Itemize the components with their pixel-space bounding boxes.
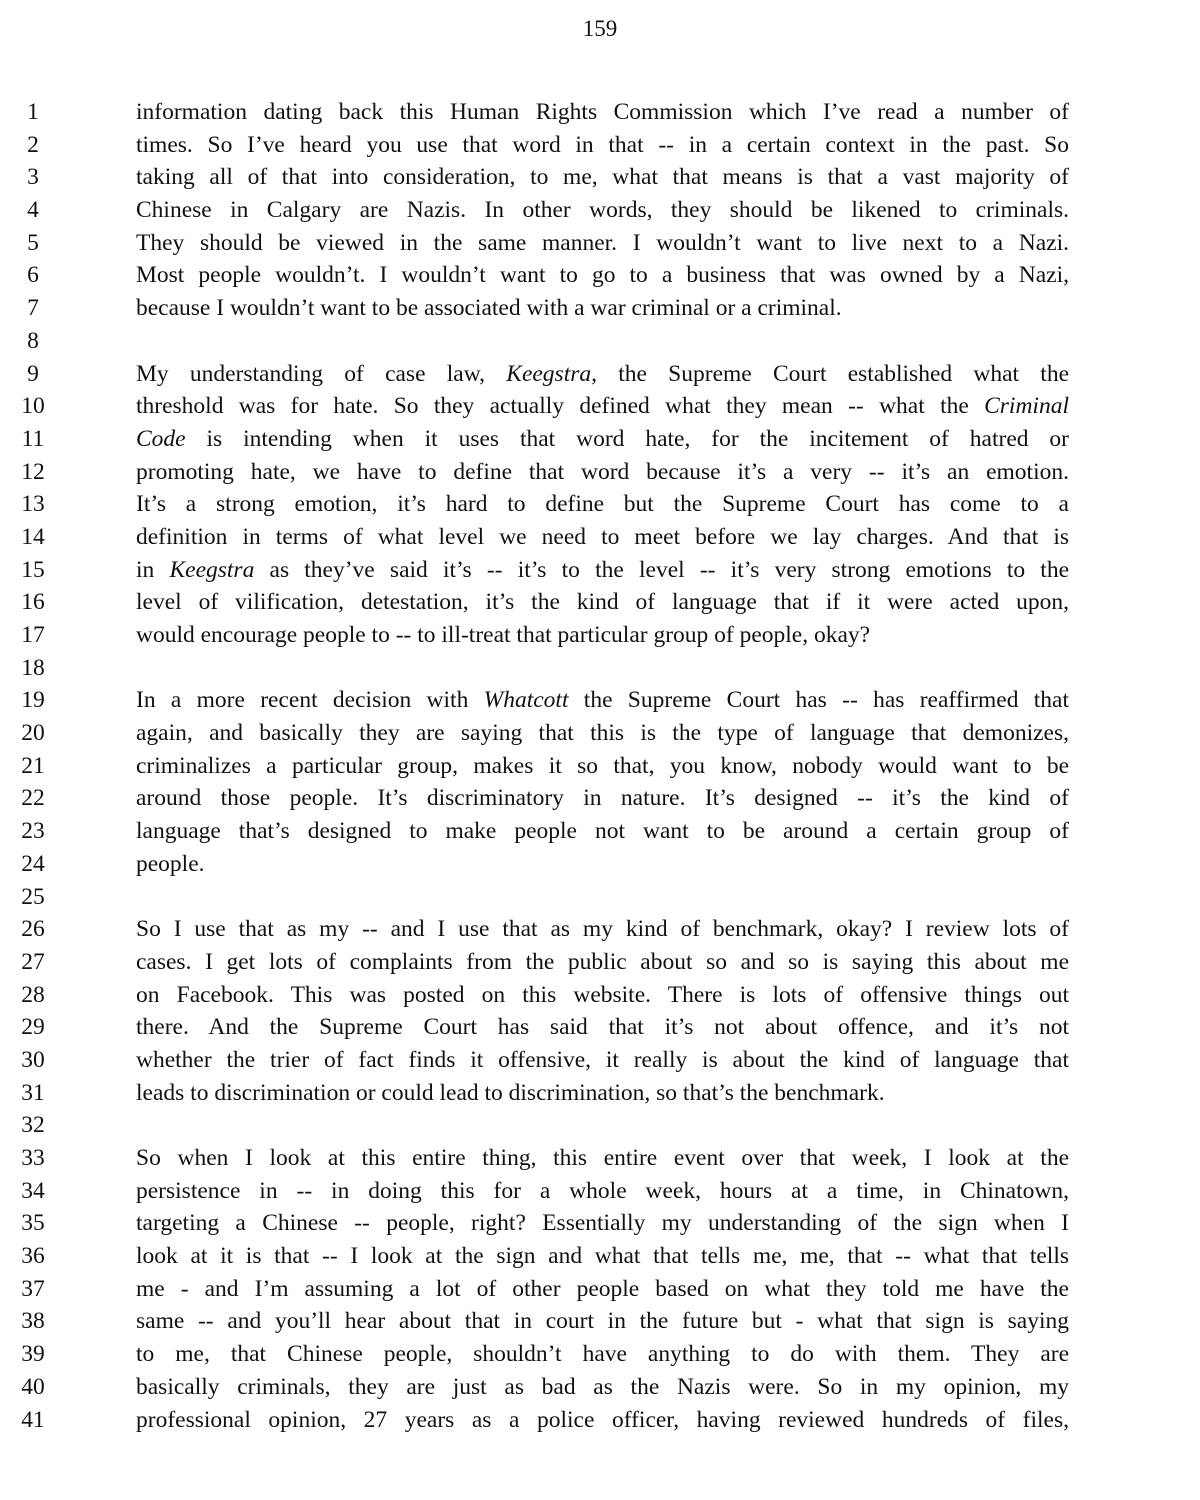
transcript-line xyxy=(0,652,1200,685)
line-number: 24 xyxy=(21,850,45,877)
transcript-line xyxy=(0,1142,1200,1175)
line-text xyxy=(136,1044,1069,1077)
case-citation: Code xyxy=(136,425,186,452)
line-number: 3 xyxy=(27,164,39,191)
transcript-line xyxy=(0,1305,1200,1338)
transcript-line xyxy=(0,358,1200,391)
line-number: 7 xyxy=(27,295,39,322)
line-text xyxy=(136,619,1069,652)
transcript-line xyxy=(0,390,1200,423)
line-number: 29 xyxy=(21,1014,45,1041)
transcript-line xyxy=(0,456,1200,489)
text-segment: Most people wouldn’t. I wouldn’t want to go to a business that was owned by a Nazi, xyxy=(136,262,1069,289)
line-text xyxy=(136,1240,1069,1273)
line-number: 12 xyxy=(21,458,45,485)
transcript-line xyxy=(0,521,1200,554)
text-segment: the Supreme Court has -- has reaffirmed that xyxy=(568,687,1070,714)
line-number: 33 xyxy=(21,1145,45,1171)
transcript-line xyxy=(0,1273,1200,1306)
line-text xyxy=(136,815,1069,848)
line-number: 13 xyxy=(21,491,45,518)
line-number: 5 xyxy=(27,229,39,256)
line-text xyxy=(136,717,1069,750)
text-segment: leads to discrimination or could lead to discrimination, so that’s the benchmark. xyxy=(136,1079,885,1106)
transcript-line xyxy=(0,554,1200,587)
case-citation: Keegstra xyxy=(169,556,255,583)
line-text xyxy=(136,1338,1069,1371)
text-segment: basically criminals, they are just as bad as the Nazis were. So in my opinion, my xyxy=(136,1373,1069,1400)
transcript-line xyxy=(0,259,1200,292)
line-number: 15 xyxy=(21,556,45,583)
line-text xyxy=(136,750,1069,783)
line-number: 38 xyxy=(21,1308,45,1335)
transcript-line xyxy=(0,946,1200,979)
transcript-line xyxy=(0,979,1200,1012)
text-segment: would encourage people to -- to ill-treat that particular group of people, okay? xyxy=(136,622,871,648)
line-text xyxy=(136,586,1069,619)
line-text xyxy=(136,1273,1069,1306)
line-text xyxy=(136,358,1069,391)
line-number: 23 xyxy=(21,818,45,845)
text-segment: there. And the Supreme Court has said that it’s not about offence, and it’s not xyxy=(136,1014,1069,1041)
text-segment: They should be viewed in the same manner. I wouldn’t want to live next to a Nazi. xyxy=(136,229,1069,256)
text-segment: the Supreme Court established what the xyxy=(597,360,1069,387)
text-segment: professional opinion, 27 years as a police officer, having reviewed hundreds of files, xyxy=(136,1406,1069,1433)
line-text xyxy=(136,227,1069,260)
line-text xyxy=(136,1305,1069,1338)
line-number: 2 xyxy=(27,131,39,158)
text-segment: me - and I’m assuming a lot of other people based on what they told me have the xyxy=(136,1275,1069,1302)
line-number: 18 xyxy=(21,654,45,681)
line-text xyxy=(136,292,1069,325)
transcript-line xyxy=(0,586,1200,619)
text-segment: threshold was for hate. So they actually defined what they mean -- what the xyxy=(136,393,985,420)
line-number: 8 xyxy=(27,327,39,354)
line-text xyxy=(136,129,1069,162)
transcript-line xyxy=(0,1371,1200,1404)
transcript-line xyxy=(0,1240,1200,1273)
transcript-line xyxy=(0,1338,1200,1371)
transcript-line xyxy=(0,684,1200,717)
text-segment: look at it is that -- I look at the sign and what that tells me, me, that -- what that tells xyxy=(136,1243,1069,1270)
text-segment: targeting a Chinese -- people, right? Essentially my understanding of the sign when I xyxy=(136,1210,1069,1237)
line-text xyxy=(136,521,1069,554)
line-text xyxy=(136,782,1069,815)
line-number: 9 xyxy=(27,360,39,387)
transcript-line xyxy=(0,1175,1200,1208)
line-number: 31 xyxy=(21,1079,45,1106)
line-text xyxy=(136,488,1069,521)
case-citation: Criminal xyxy=(984,393,1069,420)
transcript-line xyxy=(0,750,1200,783)
transcript-line xyxy=(0,848,1200,881)
line-number: 37 xyxy=(21,1275,45,1302)
text-segment: as they’ve said it’s -- it’s to the level -- it’s very strong emotions to the xyxy=(254,556,1069,583)
line-text xyxy=(136,946,1069,979)
line-text xyxy=(136,1404,1069,1437)
line-number: 27 xyxy=(21,948,45,975)
text-segment: on Facebook. This was posted on this website. There is lots of offensive things out xyxy=(136,981,1069,1008)
text-segment: because I wouldn’t want to be associated with a war criminal or a criminal. xyxy=(136,295,842,322)
transcript-line xyxy=(0,423,1200,456)
line-text xyxy=(136,423,1069,456)
line-number: 14 xyxy=(21,523,45,550)
transcript-line xyxy=(0,1109,1200,1142)
line-text xyxy=(136,259,1069,292)
text-segment: language that’s designed to make people not want to be around a certain group of xyxy=(136,818,1069,845)
line-number: 22 xyxy=(21,785,45,812)
transcript-line xyxy=(0,1011,1200,1044)
text-segment: So I use that as my -- and I use that as my kind of benchmark, okay? I review lots of xyxy=(136,916,1069,943)
transcript-line xyxy=(0,325,1200,358)
line-number: 32 xyxy=(21,1112,45,1139)
transcript-line xyxy=(0,1207,1200,1240)
page-number: 159 xyxy=(582,16,618,41)
line-number: 41 xyxy=(21,1406,45,1433)
line-text xyxy=(136,456,1069,489)
line-number: 19 xyxy=(21,687,45,714)
line-text xyxy=(136,1207,1069,1240)
line-number: 1 xyxy=(27,99,39,125)
text-segment: promoting hate, we have to define that word because it’s a very -- it’s an emotion. xyxy=(136,458,1069,485)
case-citation: Keegstra, xyxy=(506,360,597,387)
line-number: 30 xyxy=(21,1046,45,1073)
transcript-line xyxy=(0,227,1200,260)
text-segment: times. So I’ve heard you use that word in that -- in a certain context in the past. So xyxy=(136,131,1069,158)
line-number: 39 xyxy=(21,1341,45,1368)
line-text xyxy=(136,979,1069,1012)
transcript-line xyxy=(0,881,1200,914)
line-number: 40 xyxy=(21,1373,45,1400)
line-number: 26 xyxy=(21,916,45,943)
line-number: 4 xyxy=(27,197,39,224)
line-number: 11 xyxy=(21,425,45,452)
line-number: 21 xyxy=(21,752,45,779)
transcript-line xyxy=(0,782,1200,815)
text-segment: In a more recent decision with xyxy=(136,687,484,714)
line-text xyxy=(136,684,1069,717)
transcript-line xyxy=(0,815,1200,848)
line-number: 35 xyxy=(21,1210,45,1237)
transcript-line xyxy=(0,161,1200,194)
text-segment: It’s a strong emotion, it’s hard to define but the Supreme Court has come to a xyxy=(136,491,1069,518)
text-segment: Chinese in Calgary are Nazis. In other words, they should be likened to criminals. xyxy=(136,197,1069,224)
text-segment: level of vilification, detestation, it’s the kind of language that if it were acted upon, xyxy=(136,589,1069,616)
transcript-line xyxy=(0,619,1200,652)
text-segment: to me, that Chinese people, shouldn’t have anything to do with them. They are xyxy=(136,1341,1069,1368)
text-segment: in xyxy=(136,556,170,583)
transcript-line xyxy=(0,292,1200,325)
transcript-line xyxy=(0,717,1200,750)
line-text xyxy=(136,1142,1069,1175)
transcript-line xyxy=(0,488,1200,521)
line-number: 10 xyxy=(21,393,45,420)
line-text xyxy=(136,194,1069,227)
text-segment: around those people. It’s discriminatory in nature. It’s designed -- it’s the kind of xyxy=(136,785,1069,812)
line-number: 16 xyxy=(21,589,45,616)
text-segment: again, and basically they are saying that this is the type of language that demonizes, xyxy=(136,720,1069,747)
line-text xyxy=(136,848,1069,881)
line-text xyxy=(136,161,1069,194)
line-number: 17 xyxy=(21,622,45,648)
line-number: 20 xyxy=(21,720,45,747)
transcript-line xyxy=(0,96,1200,129)
line-text xyxy=(136,1077,1069,1110)
text-segment: is intending when it uses that word hate, for the incitement of hatred or xyxy=(185,425,1069,452)
text-segment: persistence in -- in doing this for a whole week, hours at a time, in Chinatown, xyxy=(136,1177,1069,1204)
text-segment: My understanding of case law, xyxy=(136,360,507,387)
transcript-line xyxy=(0,194,1200,227)
transcript-line xyxy=(0,913,1200,946)
line-number: 36 xyxy=(21,1243,45,1270)
line-number: 34 xyxy=(21,1177,45,1204)
transcript-line xyxy=(0,1077,1200,1110)
text-segment: cases. I get lots of complaints from the public about so and so is saying this about me xyxy=(136,948,1069,975)
case-citation: Whatcott xyxy=(483,687,569,714)
line-number: 6 xyxy=(27,262,39,289)
text-segment: people. xyxy=(136,850,205,877)
line-number: 28 xyxy=(21,981,45,1008)
text-segment: So when I look at this entire thing, this entire event over that week, I look at the xyxy=(136,1145,1069,1171)
line-text xyxy=(136,1175,1069,1208)
line-text xyxy=(136,1011,1069,1044)
line-text xyxy=(136,1371,1069,1404)
line-text xyxy=(136,390,1069,423)
line-text xyxy=(136,96,1069,129)
text-segment: definition in terms of what level we need to meet before we lay charges. And that is xyxy=(136,523,1069,550)
line-text xyxy=(136,913,1069,946)
line-number: 25 xyxy=(21,883,45,910)
text-segment: criminalizes a particular group, makes it so that, you know, nobody would want to be xyxy=(136,752,1069,779)
text-segment: information dating back this Human Rights Commission which I’ve read a number of xyxy=(136,99,1069,125)
transcript-line xyxy=(0,129,1200,162)
transcript-body xyxy=(0,96,1200,1436)
text-segment: taking all of that into consideration, to me, what that means is that a vast majority of xyxy=(136,164,1069,191)
text-segment: whether the trier of fact finds it offensive, it really is about the kind of language that xyxy=(136,1046,1069,1073)
transcript-line xyxy=(0,1404,1200,1437)
transcript-line xyxy=(0,1044,1200,1077)
line-text xyxy=(136,554,1069,587)
text-segment: same -- and you’ll hear about that in court in the future but - what that sign is saying xyxy=(136,1308,1069,1335)
